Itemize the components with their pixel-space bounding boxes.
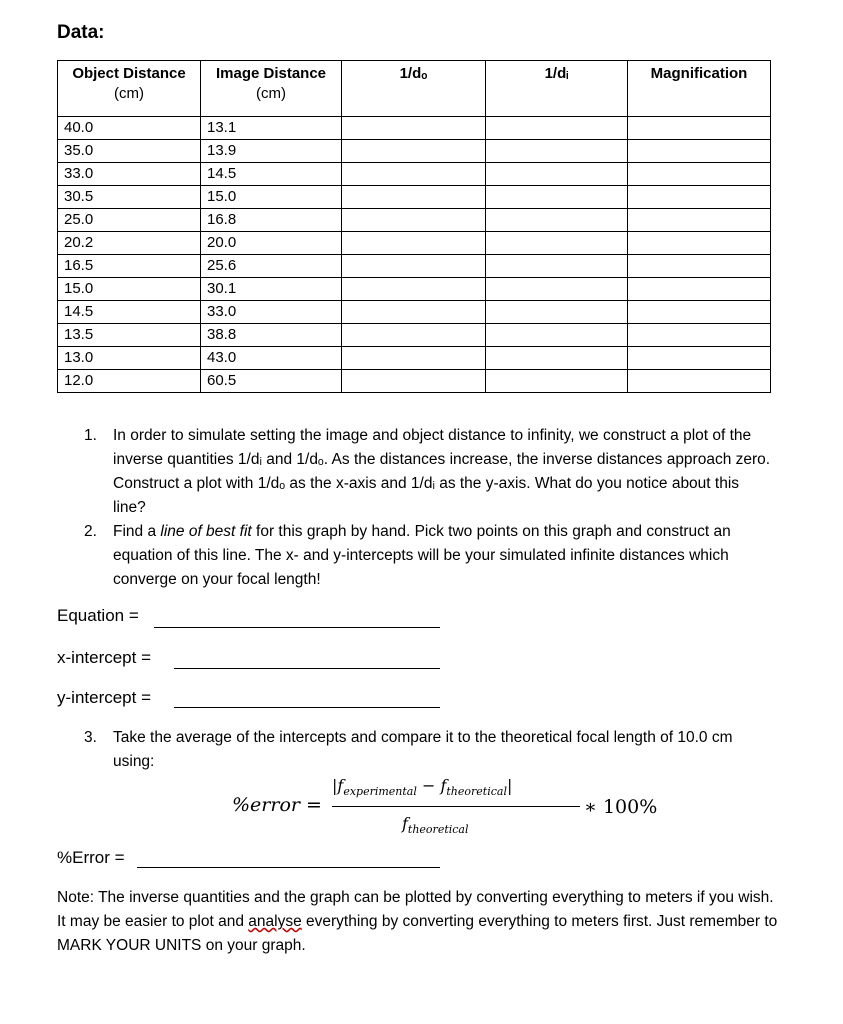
inverse-image-cell[interactable] <box>486 232 628 255</box>
question-1 <box>84 424 774 520</box>
column-header-magnification <box>628 61 771 117</box>
column-header-label: Object Distance <box>72 65 186 82</box>
object-distance-cell: 35.0 <box>58 140 201 163</box>
data-table <box>57 60 771 393</box>
image-distance-cell: 15.0 <box>201 186 342 209</box>
spellcheck-flagged-word: analyse <box>248 913 302 930</box>
question-list <box>84 424 774 592</box>
inverse-image-cell[interactable] <box>486 186 628 209</box>
equation-answer-line[interactable] <box>154 627 440 628</box>
column-header-unit: (cm) <box>256 85 286 102</box>
magnification-cell[interactable] <box>628 301 771 324</box>
formula-f: f <box>337 776 344 795</box>
image-distance-cell: 14.5 <box>201 163 342 186</box>
formula-subscript: experimental <box>343 785 417 799</box>
image-distance-cell: 33.0 <box>201 301 342 324</box>
object-distance-cell: 33.0 <box>58 163 201 186</box>
magnification-cell[interactable] <box>628 232 771 255</box>
magnification-cell[interactable] <box>628 186 771 209</box>
inverse-object-cell[interactable] <box>342 324 486 347</box>
question-3 <box>84 726 774 774</box>
formula-subscript: theoretical <box>407 823 469 837</box>
table-row <box>58 186 771 209</box>
object-distance-cell: 30.5 <box>58 186 201 209</box>
table-row <box>58 324 771 347</box>
table-row <box>58 232 771 255</box>
column-header-image-distance <box>201 61 342 117</box>
equation-label: Equation = <box>57 606 139 625</box>
image-distance-cell: 20.0 <box>201 232 342 255</box>
table-row <box>58 255 771 278</box>
inverse-object-cell[interactable] <box>342 163 486 186</box>
object-distance-cell: 15.0 <box>58 278 201 301</box>
column-header-inverse-image <box>486 61 628 117</box>
inverse-image-cell[interactable] <box>486 117 628 140</box>
page-heading: Data: <box>57 22 105 43</box>
object-distance-cell: 40.0 <box>58 117 201 140</box>
object-distance-cell: 12.0 <box>58 370 201 393</box>
question-text: Take the average of the intercepts and compare it to the theoretical focal length of 10.0 cm using: <box>113 729 733 770</box>
note-text: everything by converting everything to meters first. Just remember to MARK YOUR UNITS on your graph. <box>57 913 778 954</box>
image-distance-cell: 13.1 <box>201 117 342 140</box>
object-distance-cell: 13.5 <box>58 324 201 347</box>
formula-f: f <box>440 776 447 795</box>
question-emphasis: line of best fit <box>160 523 252 540</box>
inverse-object-cell[interactable] <box>342 301 486 324</box>
inverse-image-cell[interactable] <box>486 140 628 163</box>
image-distance-cell: 60.5 <box>201 370 342 393</box>
question-number: 3. <box>84 729 97 746</box>
formula-denominator <box>402 814 469 836</box>
inverse-object-cell[interactable] <box>342 370 486 393</box>
formula-minus: − <box>421 776 436 795</box>
magnification-cell[interactable] <box>628 347 771 370</box>
column-header-label: Image Distance <box>215 65 327 82</box>
error-answer-line[interactable] <box>137 867 440 868</box>
y-intercept-label: y-intercept = <box>57 688 152 707</box>
column-header-object-distance <box>58 61 201 117</box>
object-distance-cell: 14.5 <box>58 301 201 324</box>
magnification-cell[interactable] <box>628 278 771 301</box>
inverse-image-cell[interactable] <box>486 324 628 347</box>
table-header-row <box>58 61 771 117</box>
fraction-bar <box>332 806 580 807</box>
inverse-image-cell[interactable] <box>486 209 628 232</box>
question-text: In order to simulate setting the image and object distance to infinity, we construct a plot of the inverse quantities 1/dᵢ and 1/dₒ. As the distances increase, the inverse distances approach zero. Construct a plot with 1/dₒ as the x-axis and 1/dᵢ as the y-axis. What do you notice about this line? <box>113 427 771 516</box>
table-row <box>58 347 771 370</box>
inverse-object-cell[interactable] <box>342 232 486 255</box>
inverse-object-cell[interactable] <box>342 186 486 209</box>
image-distance-cell: 25.6 <box>201 255 342 278</box>
inverse-image-cell[interactable] <box>486 347 628 370</box>
table-row <box>58 163 771 186</box>
note-text: Note: The inverse quantities and the graph can be plotted by converting everything to meters if you wish. It may be easier to plot and <box>57 889 774 930</box>
percent-error-formula <box>232 772 662 842</box>
column-header-label: 1/dₒ <box>399 65 428 82</box>
y-intercept-answer-line[interactable] <box>174 707 440 708</box>
object-distance-cell: 25.0 <box>58 209 201 232</box>
object-distance-cell: 16.5 <box>58 255 201 278</box>
inverse-object-cell[interactable] <box>342 140 486 163</box>
column-header-unit: (cm) <box>114 85 144 102</box>
image-distance-cell: 43.0 <box>201 347 342 370</box>
formula-subscript: theoretical <box>446 785 507 799</box>
image-distance-cell: 16.8 <box>201 209 342 232</box>
table-row <box>58 370 771 393</box>
formula-numerator: $|f_{experimental} - f_{theoretical}|$ <box>332 776 513 799</box>
object-distance-cell: 20.2 <box>58 232 201 255</box>
question-text-part: Find a <box>113 523 161 540</box>
image-distance-cell: 38.8 <box>201 324 342 347</box>
table-row <box>58 301 771 324</box>
column-header-inverse-object <box>342 61 486 117</box>
question-text-part: for this graph by hand. Pick two points on this graph and construct an equation of this line. The x- and y-intercepts will be your simulated infinite distances which converge on your focal length! <box>113 523 731 588</box>
formula-lhs: %error = <box>232 794 322 816</box>
inverse-object-cell[interactable] <box>342 278 486 301</box>
magnification-cell[interactable] <box>628 209 771 232</box>
inverse-object-cell[interactable] <box>342 209 486 232</box>
x-intercept-answer-line[interactable] <box>174 668 440 669</box>
error-label: %Error = <box>57 848 125 867</box>
note-paragraph <box>57 886 779 958</box>
magnification-cell[interactable] <box>628 163 771 186</box>
inverse-image-cell[interactable] <box>486 163 628 186</box>
formula-f: f <box>402 814 408 833</box>
column-header-label: 1/dᵢ <box>544 65 569 82</box>
inverse-image-cell[interactable] <box>486 278 628 301</box>
formula-multiplier: ∗ 100% <box>584 796 658 818</box>
magnification-cell[interactable] <box>628 117 771 140</box>
inverse-object-cell[interactable] <box>342 347 486 370</box>
magnification-cell[interactable] <box>628 140 771 163</box>
table-row <box>58 140 771 163</box>
inverse-object-cell[interactable] <box>342 255 486 278</box>
inverse-image-cell[interactable] <box>486 255 628 278</box>
x-intercept-label: x-intercept = <box>57 648 152 667</box>
table-row <box>58 278 771 301</box>
question-2 <box>84 520 774 592</box>
image-distance-cell: 30.1 <box>201 278 342 301</box>
object-distance-cell: 13.0 <box>58 347 201 370</box>
column-header-label: Magnification <box>650 65 748 82</box>
image-distance-cell: 13.9 <box>201 140 342 163</box>
magnification-cell[interactable] <box>628 324 771 347</box>
table-row <box>58 209 771 232</box>
table-row <box>58 117 771 140</box>
magnification-cell[interactable] <box>628 255 771 278</box>
magnification-cell[interactable] <box>628 370 771 393</box>
inverse-object-cell[interactable] <box>342 117 486 140</box>
question-number: 1. <box>84 427 97 444</box>
inverse-image-cell[interactable] <box>486 301 628 324</box>
inverse-image-cell[interactable] <box>486 370 628 393</box>
question-number: 2. <box>84 523 97 540</box>
